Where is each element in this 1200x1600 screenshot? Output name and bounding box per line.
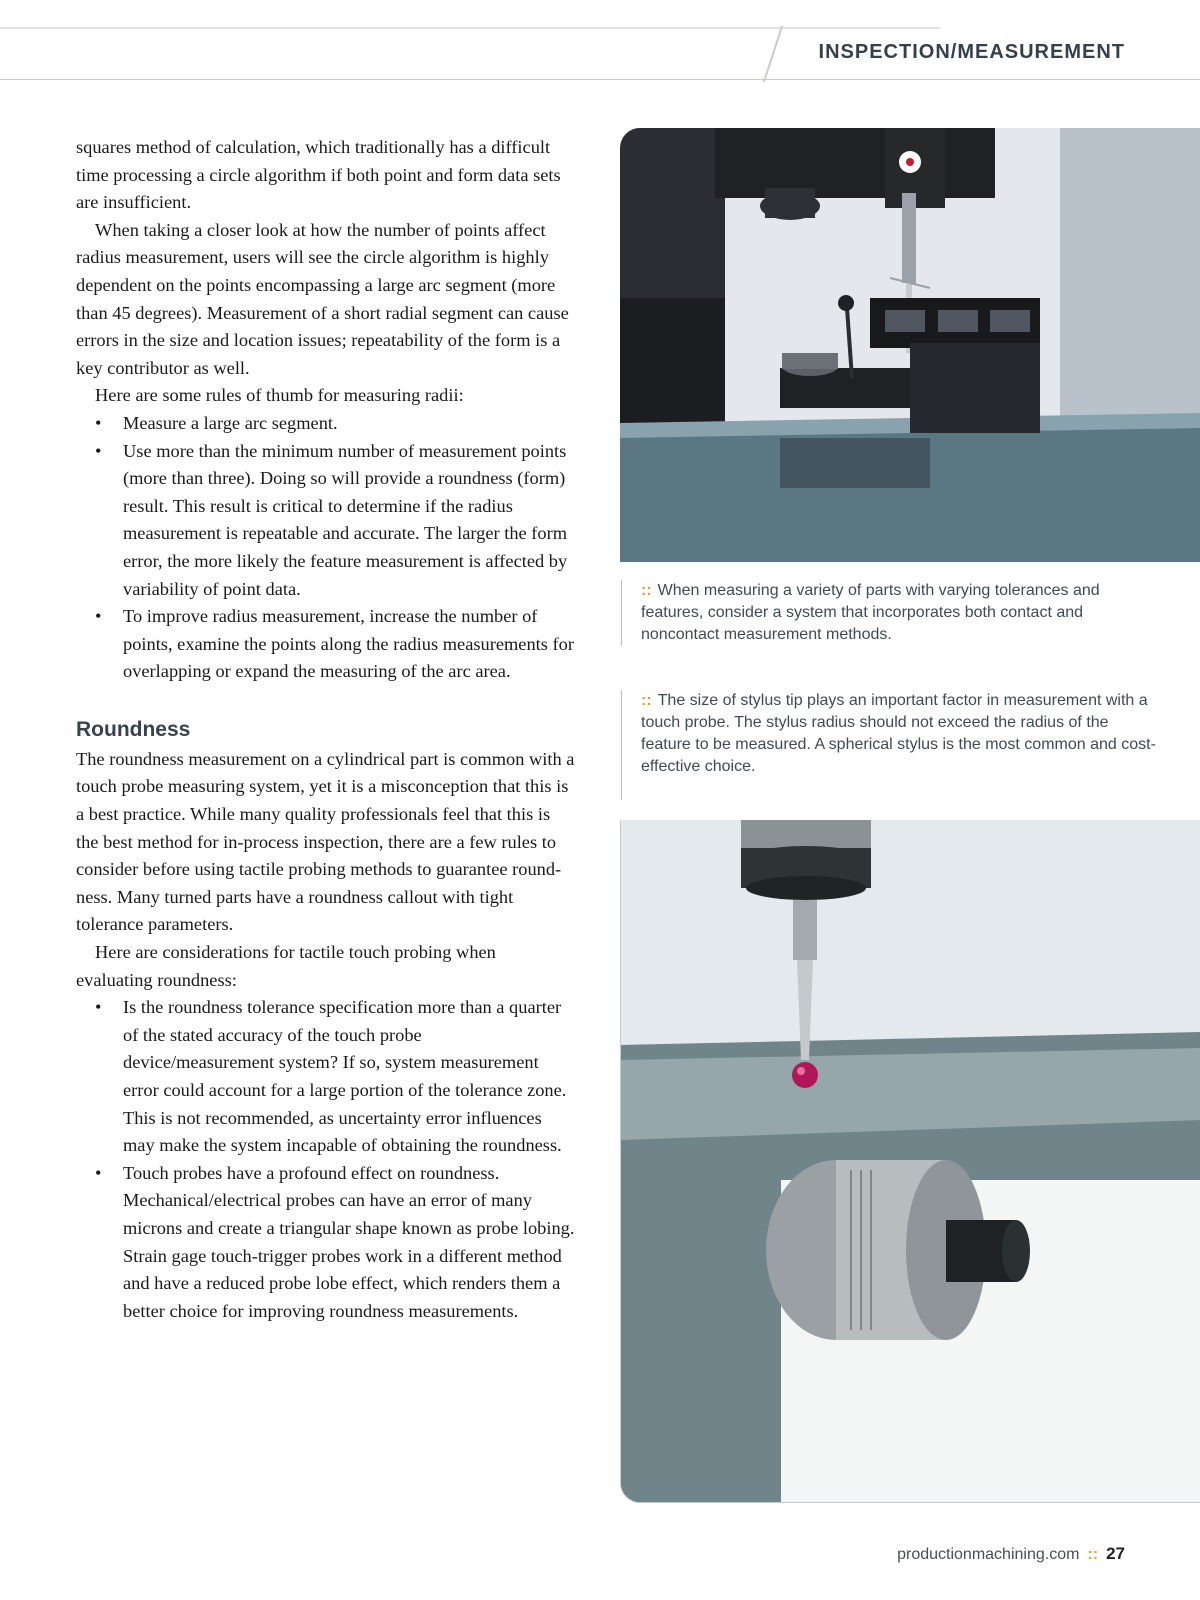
stylus-probe-photo: [620, 820, 1200, 1503]
page-footer: [897, 1544, 1125, 1564]
list-item: • Measure a large arc segment.: [123, 410, 576, 438]
body-paragraph: The roundness measurement on a cylindrical part is common with a touch probe measuring system, yet it is a misconception that this is a best practice. While many quality professionals feel that this is the best method for in-process inspection, there are a few rules to consider before using tactile probing methods to guarantee roundness. Many turned parts have a roundness callout with tight tolerance parameters.: [76, 748, 575, 935]
list-item: • Is the roundness tolerance specification more than a quarter of the stated accuracy of the touch probe device/measurement system? If so, system measurement error could account for a large portion of the tolerance zone. This is not recommended, as uncertainty error influences may make the system incapable of obtaining the roundness.: [123, 994, 576, 1160]
body-paragraph: When taking a closer look at how the number of points affect radius measurement, users will see the circle algorithm is highly dependent on the points encompassing a large arc segment (more than 45 degrees). Measurement of a short radial segment can cause errors in the size and location issues; repeatability of the form is a key contributor as well.: [76, 219, 569, 378]
roundness-considerations-list: [76, 994, 576, 1325]
caption-text: When measuring a variety of parts with varying tolerances and features, consider a system that incorporates both contact and noncontact measurement methods.: [641, 582, 1100, 643]
ruby-ball: [792, 1062, 818, 1088]
list-item: • Touch probes have a profound effect on roundness. Mechanical/electrical probes can have an error of many microns and create a triangular shape known as probe lobing. Strain gage touch-trigger probes work in a different method and have a reduced probe lobe effect, which renders them a better choice for improving roundness measurements.: [123, 1160, 576, 1326]
radii-rules-list: [76, 410, 576, 686]
photo-caption: [621, 690, 1161, 800]
caption-marker: ::: [641, 582, 652, 599]
body-paragraph: Here are considerations for tactile touch probing when evaluating roundness:: [76, 942, 496, 990]
footer-site: productionmachining.com: [897, 1546, 1080, 1563]
stylus-probe-illustration: [621, 820, 1200, 1502]
body-paragraph: Here are some rules of thumb for measuring radii:: [95, 385, 464, 406]
body-paragraph: squares method of calculation, which traditionally has a difficult time processing a circle algorithm if both point and form data sets are insufficient.: [76, 137, 561, 213]
header-underline: [0, 79, 1200, 80]
header-rule: [0, 27, 940, 29]
cmm-machine-photo: [620, 128, 1200, 562]
roundness-heading: Roundness: [76, 717, 191, 741]
section-label: INSPECTION/MEASUREMENT: [818, 41, 1125, 63]
caption-marker: ::: [641, 692, 652, 709]
page-number: 27: [1106, 1544, 1125, 1563]
header-divider: [763, 26, 783, 82]
list-item: • Use more than the minimum number of measurement points (more than three). Doing so will provide a roundness (form) result. This result is critical to determine if the radius measurement is repeatable and accurate. The larger the form error, the more likely the feature measurement is affected by variability of point data.: [123, 438, 576, 604]
article-column: [76, 134, 576, 1325]
photo-caption: [621, 580, 1161, 646]
footer-separator: ::: [1087, 1546, 1099, 1563]
cmm-machine-illustration: [620, 128, 1200, 562]
list-item: • To improve radius measurement, increase the number of points, examine the points along the radius measurements for overlapping or expand the measuring of the arc area.: [123, 603, 576, 686]
caption-text: The size of stylus tip plays an important factor in measurement with a touch probe. The stylus radius should not exceed the radius of the feature to be measured. A spherical stylus is the most common and cost-effective choice.: [641, 692, 1156, 775]
